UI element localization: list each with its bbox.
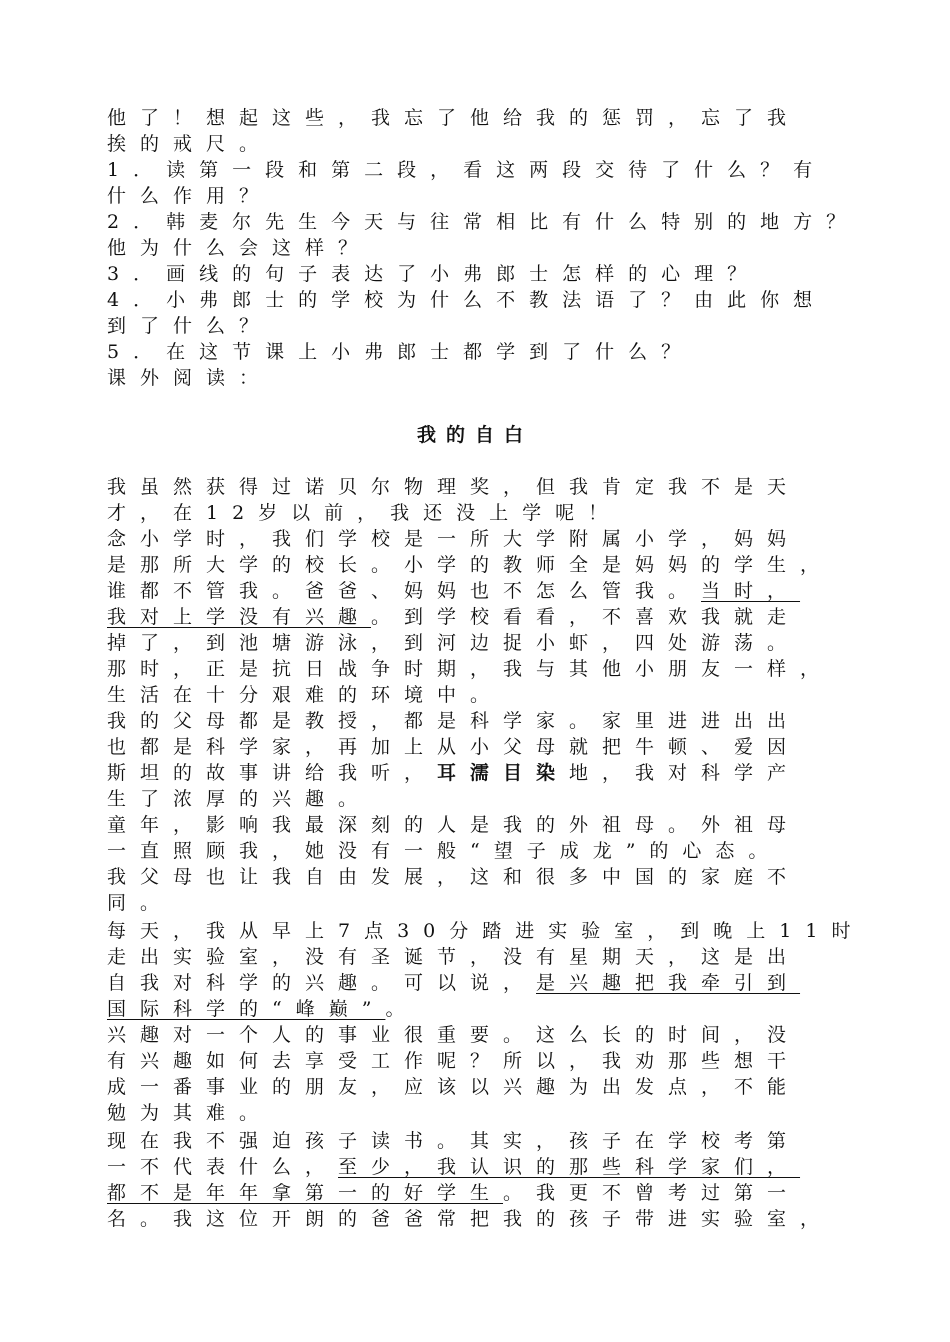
paragraph-line — [107, 760, 800, 786]
underlined-sentence: 是兴趣把我牵引到 — [536, 972, 801, 994]
paragraph-line — [107, 604, 800, 630]
underlined-sentence: 都不是年年拿第一的好学生 — [107, 1182, 504, 1204]
paragraph-line: 掉了，到池塘游泳，到河边捉小虾，四处游荡。 — [107, 632, 801, 654]
underlined-sentence: 至少，我认识的那些科学家们， — [338, 1156, 801, 1178]
paragraph-line: 一直照顾我，她没有一般“望子成龙”的心态。 — [107, 840, 782, 862]
text-span: 。我更不曾考过第一 — [503, 1182, 801, 1204]
paragraph-line: 同。 — [107, 892, 174, 914]
question-1-cont: 什么作用？ — [107, 185, 273, 207]
paragraph-line: 生活在十分艰难的环境中。 — [107, 684, 504, 706]
paragraph-line: 有兴趣如何去享受工作呢？所以，我劝那些想干 — [107, 1050, 801, 1072]
question-2-cont: 他为什么会这样？ — [107, 237, 372, 259]
paragraph-line: 才，在12岁以前，我还没上学呢！ — [107, 502, 622, 524]
paragraph-line: 名。我这位开朗的爸爸常把我的孩子带进实验室， — [107, 1208, 834, 1230]
text-span: 。 — [385, 998, 419, 1020]
paragraph-line: 生了浓厚的兴趣。 — [107, 788, 372, 810]
question-4-cont: 到了什么？ — [107, 315, 273, 337]
paragraph-line: 也都是科学家，再加上从小父母就把牛顿、爱因 — [107, 736, 801, 758]
underlined-sentence: 国际科学的“峰巅” — [107, 998, 386, 1020]
underlined-sentence: 我对上学没有兴趣 — [107, 606, 372, 628]
text-span: 谁都不管我。爸爸、妈妈也不怎么管我。 — [107, 580, 702, 602]
paragraph-line: 是那所大学的校长。小学的教师全是妈妈的学生， — [107, 554, 834, 576]
paragraph-line — [107, 1154, 800, 1180]
paragraph-line — [107, 578, 800, 604]
text-span: 自我对科学的兴趣。可以说， — [107, 972, 537, 994]
text-span: 。到学校看看，不喜欢我就走 — [371, 606, 801, 628]
paragraph-line: 童年，影响我最深刻的人是我的外祖母。外祖母 — [107, 814, 801, 836]
paragraph-line: 我的父母都是教授，都是科学家。家里进进出出 — [107, 710, 801, 732]
essay-title: 我的自白 — [416, 424, 533, 446]
section-label: 课外阅读： — [107, 367, 273, 389]
question-3: 3．画线的句子表达了小弗郎士怎样的心理？ — [107, 263, 761, 285]
underlined-sentence: 当时， — [701, 580, 801, 602]
question-1: 1．读第一段和第二段，看这两段交待了什么？有 — [107, 159, 827, 181]
text-line: 挨的戒尺。 — [107, 133, 273, 155]
paragraph-line: 我父母也让我自由发展，这和很多中国的家庭不 — [107, 866, 801, 888]
question-2: 2．韩麦尔先生今天与往常相比有什么特别的地方？ — [107, 211, 860, 233]
text-span: 一不代表什么， — [107, 1156, 339, 1178]
text-span: 斯坦的故事讲给我听， — [107, 762, 438, 784]
paragraph-line: 勉为其难。 — [107, 1102, 273, 1124]
paragraph-line: 那时，正是抗日战争时期，我与其他小朋友一样， — [107, 658, 834, 680]
paragraph-line: 兴趣对一个人的事业很重要。这么长的时间，没 — [107, 1024, 801, 1046]
paragraph-line: 现在我不强迫孩子读书。其实，孩子在学校考第 — [107, 1130, 801, 1152]
paragraph-line: 我虽然获得过诺贝尔物理奖，但我肯定我不是天 — [107, 476, 801, 498]
paragraph-line: 每天，我从早上7点30分踏进实验室，到晚上11时 — [107, 920, 865, 942]
question-4: 4．小弗郎士的学校为什么不教法语了？由此你想 — [107, 289, 827, 311]
paragraph-line — [107, 970, 800, 996]
paragraph-line — [107, 996, 418, 1022]
text-line: 他了！想起这些，我忘了他给我的惩罚，忘了我 — [107, 107, 801, 129]
text-span: 地，我对科学产 — [569, 762, 801, 784]
paragraph-line: 成一番事业的朋友，应该以兴趣为出发点，不能 — [107, 1076, 801, 1098]
paragraph-line: 走出实验室，没有圣诞节，没有星期天，这是出 — [107, 946, 801, 968]
paragraph-line — [107, 1180, 800, 1206]
paragraph-line: 念小学时，我们学校是一所大学附属小学，妈妈 — [107, 528, 801, 550]
question-5: 5．在这节课上小弗郎士都学到了什么？ — [107, 341, 695, 363]
bold-phrase: 耳濡目染 — [437, 762, 570, 784]
